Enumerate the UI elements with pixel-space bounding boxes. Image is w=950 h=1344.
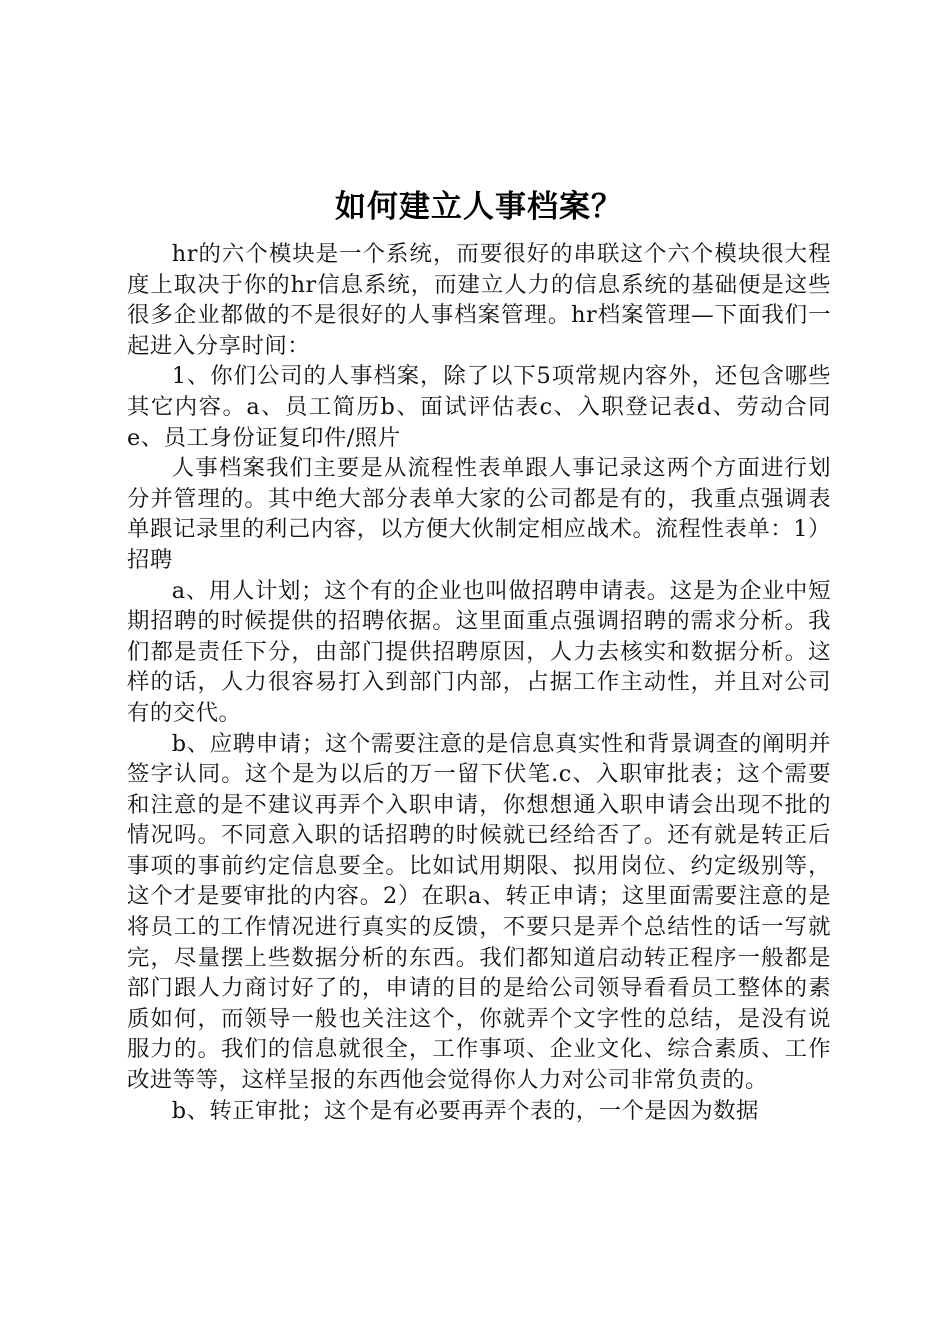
paragraph-application-and-approval: b、应聘申请；这个需要注意的是信息真实性和背景调查的阐明并签字认同。这个是为以后的万一留下伏笔.c、入职审批表；这个需要和注意的是不建议再弄个入职申请，你想想通入职申请会出现不批的情况吗。不同意入职的话招聘的时候就已经给否了。还有就是转正后事项的事前约定信息要全。比如试用期限、拟用岗位、约定级别等，这个才是要审批的内容。2）在职a、转正申请；这里面需要注意的是将员工的工作情况进行真实的反馈，不要只是弄个总结性的话一写就完，尽量摆上些数据分析的东西。我们都知道启动转正程序一般都是部门跟人力商讨好了的，申请的目的是给公司领导看看员工整体的素质如何，而领导一般也关注这个，你就弄个文字性的总结，是没有说服力的。我们的信息就很全，工作事项、企业文化、综合素质、工作改进等等，这样呈报的东西他会觉得你人力对公司非常负责的。 [127, 730, 831, 1094]
paragraph-question-1: 1、你们公司的人事档案，除了以下5项常规内容外，还包含哪些其它内容。a、员工简历b、面试评估表c、入职登记表d、劳动合同e、员工身份证复印件/照片 [127, 363, 831, 451]
paragraph-recruitment-plan: a、用人计划；这个有的企业也叫做招聘申请表。这是为企业中短期招聘的时候提供的招聘依据。这里面重点强调招聘的需求分析。我们都是责任下分，由部门提供招聘原因，人力去核实和数据分析。这样的话，人力很容易打入到部门内部，占据工作主动性，并且对公司有的交代。 [127, 577, 831, 726]
document-title: 如何建立人事档案？ [335, 189, 623, 225]
document-body [127, 183, 831, 1126]
paragraph-overview: 人事档案我们主要是从流程性表单跟人事记录这两个方面进行划分并管理的。其中绝大部分表单大家的公司都是有的，我重点强调表单跟记录里的利己内容，以方便大伙制定相应战术。流程性表单：1）招聘 [127, 455, 831, 573]
paragraph-regularization-approval: b、转正审批；这个是有必要再弄个表的，一个是因为数据 [171, 1097, 759, 1124]
paragraph-intro: hr的六个模块是一个系统，而要很好的串联这个六个模块很大程度上取决于你的hr信息系统，而建立人力的信息系统的基础便是这些很多企业都做的不是很好的人事档案管理。hr档案管理—下面我们一起进入分享时间： [127, 241, 831, 359]
